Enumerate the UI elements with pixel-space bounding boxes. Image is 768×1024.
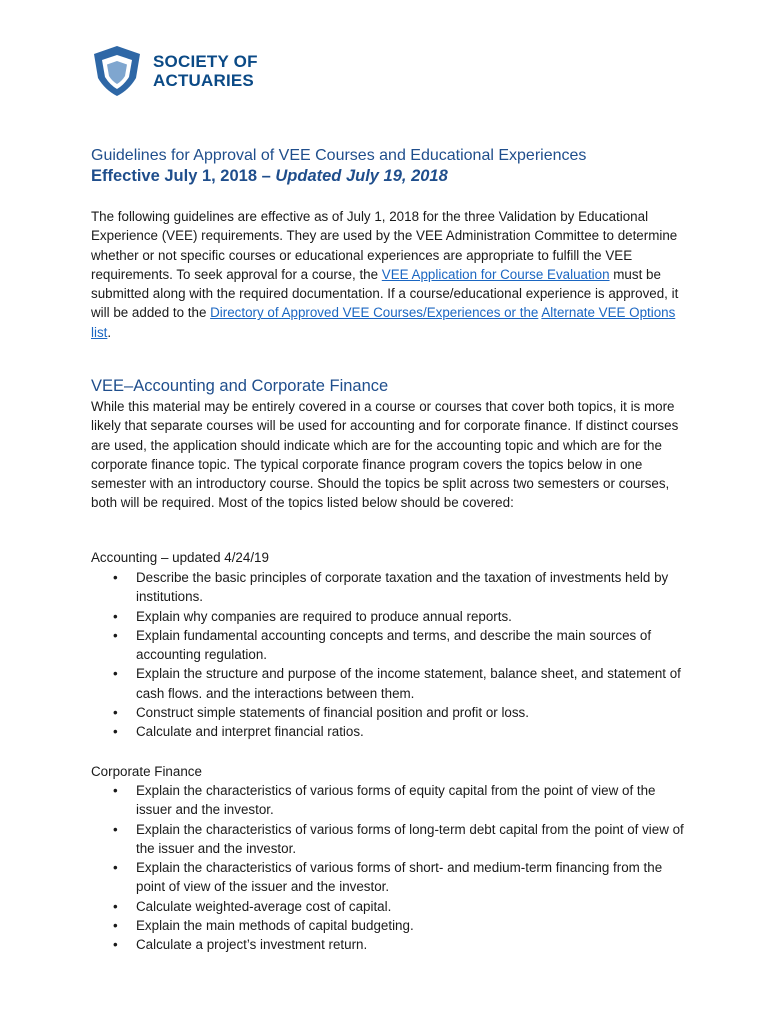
title-updated-date: Updated July 19, 2018	[275, 167, 448, 185]
list-item: • Explain the characteristics of various forms of short- and medium-term financing from the point of view of the issuer and the investor.	[91, 858, 691, 897]
title-line-1: Guidelines for Approval of VEE Courses and Educational Experiences	[91, 147, 587, 164]
corporate-finance-heading: Corporate Finance	[91, 764, 202, 779]
logo-line-2: ACTUARIES	[153, 71, 254, 90]
list-item: • Explain fundamental accounting concepts and terms, and describe the main sources of accounting regulation.	[91, 626, 691, 665]
list-item: • Explain the structure and purpose of the income statement, balance sheet, and statement of cash flows. and the interactions between them.	[91, 664, 691, 703]
corporate-finance-list	[91, 781, 691, 955]
soa-logo	[91, 44, 258, 98]
intro-text-1: The following guidelines are effective as of July 1, 2018 for the three Validation by Educational Experience (VEE) requirements. They are used by the VEE Administration Committee to determine whether or not specific courses or educational experiences are appropriate to fulfill the VEE requirements. To seek approval for a course, the	[91, 209, 678, 282]
document-title	[91, 145, 731, 187]
accounting-list	[91, 568, 691, 742]
list-item: • Calculate and interpret financial ratios.	[91, 722, 691, 741]
list-item: • Calculate weighted-average cost of capital.	[91, 897, 691, 916]
title-effective-date: Effective July 1, 2018 –	[91, 167, 276, 185]
title-line-2	[91, 166, 731, 187]
section-paragraph: While this material may be entirely covered in a course or courses that cover both topics, it is more likely that separate courses will be used for accounting and for corporate finance. If distinct courses are used, the application should indicate which are for the accounting topic and which are for the corporate finance topic. The typical corporate finance program covers the topics below in one semester with an introductory course. Should the topics be split across two semesters or courses, both will be required. Most of the topics listed below should be covered:	[91, 399, 679, 511]
intro-text-2: must be submitted along with the required documentation. If a course/educational experience is approved, it will be added to the	[91, 266, 679, 321]
list-item: • Calculate a project’s investment return.	[91, 935, 691, 954]
accounting-heading: Accounting – updated 4/24/19	[91, 550, 269, 565]
vee-application-link[interactable]: VEE Application for Course Evaluation	[381, 266, 610, 282]
list-item: • Explain why companies are required to produce annual reports.	[91, 607, 691, 626]
list-item: • Explain the main methods of capital budgeting.	[91, 916, 691, 935]
logo-wordmark	[153, 52, 258, 90]
intro-paragraph	[91, 207, 691, 342]
list-item: • Construct simple statements of financial position and profit or loss.	[91, 703, 691, 722]
list-item: • Explain the characteristics of various forms of long-term debt capital from the point of view of the issuer and the investor.	[91, 820, 691, 859]
list-item: • Describe the basic principles of corporate taxation and the taxation of investments held by institutions.	[91, 568, 691, 607]
list-item: • Explain the characteristics of various forms of equity capital from the point of view of the issuer and the investor.	[91, 781, 691, 820]
intro-text-4: .	[107, 324, 112, 340]
approved-directory-link[interactable]: Directory of Approved VEE Courses/Experiences or the	[210, 305, 539, 321]
alternate-options-link[interactable]: Alternate VEE Options list	[91, 305, 676, 340]
logo-line-1: SOCIETY OF	[153, 52, 258, 71]
shield-logo-icon	[91, 44, 143, 98]
section-heading: VEE–Accounting and Corporate Finance	[91, 377, 389, 395]
